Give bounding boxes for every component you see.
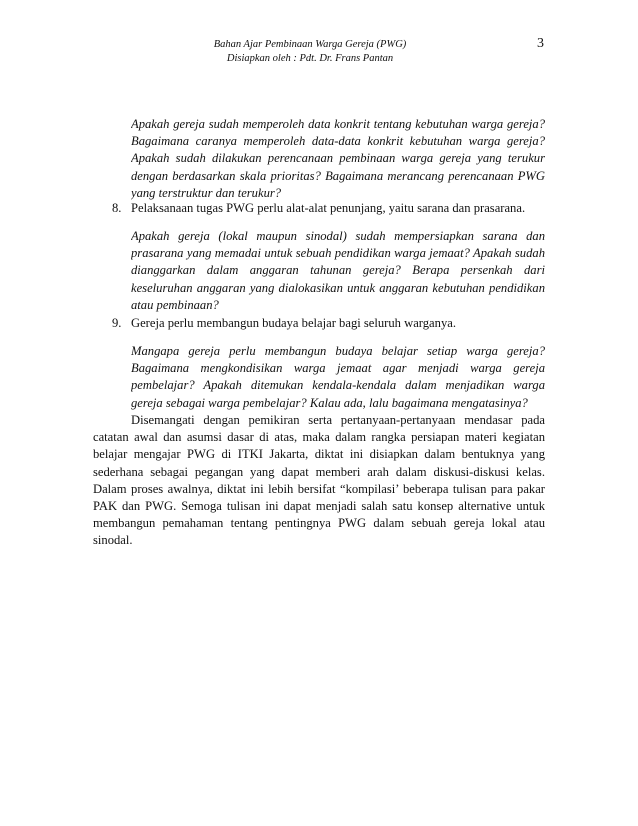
text-line: dengan berdasarkan skala prioritas? Bagaimana merancang perencanaan PWG	[131, 168, 545, 183]
list-item-number: 9.	[112, 316, 122, 330]
text-line: keseluruhan anggaran yang dialokasikan untuk anggaran kebutuhan pendidikan	[131, 280, 545, 295]
text-line: dianggarkan dalam anggaran tahunan gereja? Berapa persenkah dari	[131, 263, 545, 278]
list-item-text: Gereja perlu membangun budaya belajar bagi seluruh warganya.	[131, 316, 456, 330]
list-item-text: Pelaksanaan tugas PWG perlu alat-alat penunjang, yaitu sarana dan prasarana.	[131, 201, 526, 215]
question-block-2	[131, 228, 545, 314]
text-line: Dalam proses awalnya, diktat ini lebih bersifat “kompilasi’ beberapa tulisan para pakar	[93, 481, 545, 496]
text-line: Bagaimana mengkondisikan warga jemaat agar menjadi warga gereja	[131, 361, 545, 376]
text-line: Bagaimana caranya memperoleh data-data konkrit kebutuhan warga gereja?	[131, 134, 545, 149]
text-line: sinodal.	[93, 533, 133, 548]
text-line: Apakah gereja (lokal maupun sinodal) sudah mempersiapkan sarana dan	[131, 229, 545, 243]
text-line: Mangapa gereja perlu membangun budaya belajar setiap warga gereja?	[131, 344, 545, 358]
text-line: sederhana sebagai pegangan yang dapat memberi arah dalam diskusi-diskusi kelas.	[93, 464, 545, 479]
text-line: gereja sebagai warga pembelajar? Kalau ada, lalu bagaimana mengatasinya?	[131, 395, 528, 410]
header-author: Disiapkan oleh : Pdt. Dr. Frans Pantan	[226, 53, 394, 64]
text-line: Apakah gereja sudah memperoleh data konkrit tentang kebutuhan warga gereja?	[131, 117, 545, 131]
text-line: belajar mengajar PWG di ITKI Jakarta, diktat ini disiapkan dalam bentuknya yang	[93, 447, 545, 462]
text-line: yang terstruktur dan terukur?	[131, 185, 282, 200]
header-title: Bahan Ajar Pembinaan Warga Gereja (PWG)	[213, 39, 407, 50]
text-line: PAK dan PWG. Semoga tulisan ini dapat menjadi salah satu konsep alternative untuk	[93, 499, 545, 514]
text-line: catatan awal dan asumsi dasar di atas, maka dalam rangka persiapan materi kegiatan	[93, 430, 545, 445]
page-number: 3	[537, 36, 544, 51]
text-line: Disemangati dengan pemikiran serta pertanyaan-pertanyaan mendasar pada	[131, 413, 545, 427]
text-line: Apakah sudah dilakukan perencanaan pembinaan warga gereja yang terukur	[131, 151, 545, 166]
question-block-3	[131, 343, 545, 412]
question-block-1	[131, 116, 545, 202]
list-item-number: 8.	[112, 201, 122, 215]
text-line: atau pembinaan?	[131, 297, 219, 312]
text-line: pembelajar? Apakah ditemukan kendala-kendala dalam menjadikan warga	[131, 378, 545, 393]
text-line: membangun pemahaman tentang pentingnya PWG dalam sebuah gereja lokal atau	[93, 516, 545, 531]
body-paragraph	[93, 412, 545, 550]
text-line: prasarana yang memadai untuk sebuah pendidikan warga jemaat? Apakah sudah	[131, 246, 545, 261]
